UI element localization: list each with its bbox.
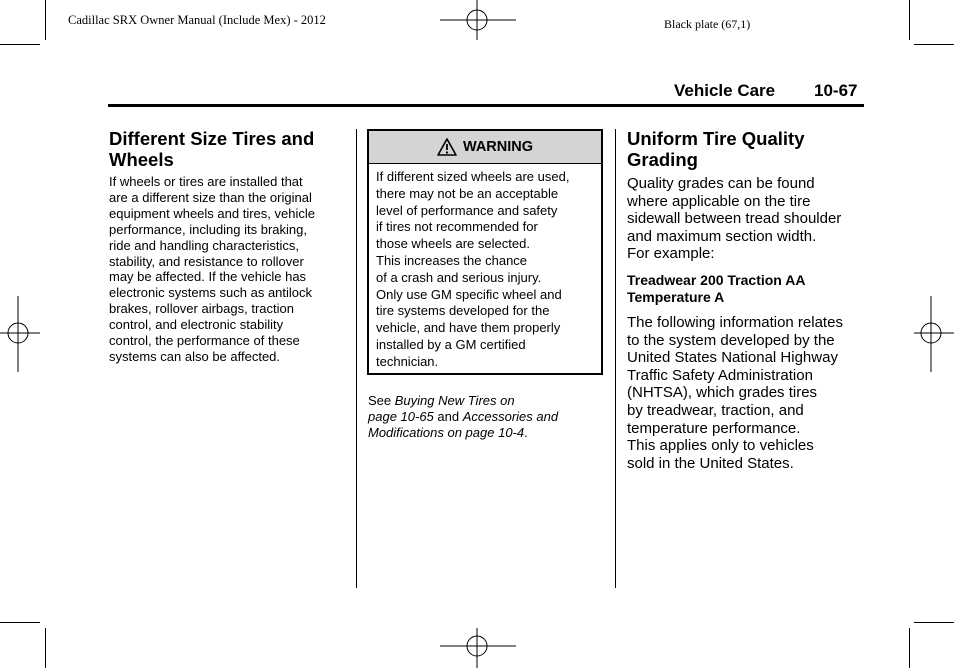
- column-1: [109, 128, 349, 365]
- crop-mark: [914, 622, 954, 623]
- page-number: 10-67: [814, 81, 858, 100]
- warning-box: [367, 129, 603, 375]
- crop-mark: [0, 622, 40, 623]
- crop-mark: [914, 44, 954, 45]
- crop-mark: [45, 628, 46, 668]
- running-head: [108, 78, 864, 107]
- section-heading: Uniform Tire Quality Grading: [627, 128, 805, 170]
- warning-triangle-icon: [437, 138, 457, 156]
- link-accessories-page[interactable]: Modifications on page 10-4: [368, 425, 525, 441]
- intro-paragraph: Quality grades can be found where applicable on the tire sidewall between tread shoulder and maximum section width. For example:: [627, 175, 842, 263]
- warning-text: If different sized wheels are used, there may not be an acceptable level of performance and safety if tires not recommended for those wheels are selected. This increases the chance of a crash and serious injury. Only use GM specific wheel and tire systems developed for the vehicle, and have them properly installed by a GM certified technician.: [376, 169, 570, 369]
- registration-mark-icon: [0, 296, 40, 372]
- body-paragraph: If wheels or tires are installed that are a different size than the original equipment wheels and tires, vehicle performance, including its braking, ride and handling characteristics, stability, and resistance to rollover may be affected. If the vehicle has electronic systems such as antilock brakes, rollover airbags, traction control, and electronic stability control, the performance of these systems can also be affected.: [109, 174, 315, 364]
- print-header-right: Black plate (67,1): [664, 17, 751, 31]
- warning-header: [369, 131, 601, 164]
- crop-mark: [909, 0, 910, 40]
- registration-mark-icon: [914, 296, 954, 372]
- body-paragraph: The following information relates to the system developed by the United States National Highway Traffic Safety Administration (NHTSA), which grades tires by treadwear, traction, and temperature performance. This applies only to vehicles sold in the United States.: [627, 313, 843, 472]
- section-heading: Different Size Tires and Wheels: [109, 128, 315, 170]
- cross-reference: See Buying New Tires on page 10-65 and Accessories and Modifications on page 10-4.: [368, 393, 559, 441]
- crop-mark: [909, 628, 910, 668]
- example-grade: Treadwear 200 Traction AA Temperature A: [627, 271, 806, 305]
- crop-mark: [0, 44, 40, 45]
- print-header-left: Cadillac SRX Owner Manual (Include Mex) - 2012: [68, 13, 326, 27]
- link-buying-new-tires-page[interactable]: page 10-65: [368, 409, 434, 425]
- section-title: Vehicle Care: [674, 81, 776, 100]
- column-divider: [356, 129, 357, 588]
- crop-mark: [45, 0, 46, 40]
- column-3: [627, 128, 867, 472]
- link-buying-new-tires[interactable]: Buying New Tires on: [394, 393, 515, 408]
- column-divider: [615, 129, 616, 588]
- registration-mark-icon: [440, 0, 516, 40]
- registration-mark-icon: [440, 628, 516, 668]
- warning-title: WARNING: [462, 139, 534, 155]
- link-accessories[interactable]: Accessories and: [462, 409, 559, 425]
